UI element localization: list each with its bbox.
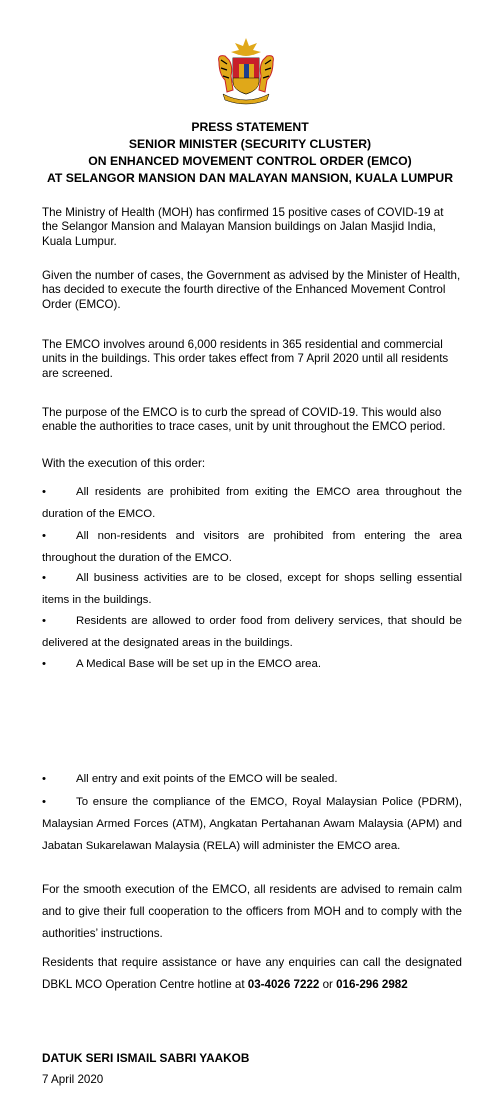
title-line-4: AT SELANGOR MANSION DAN MALAYAN MANSION, KUALA LUMPUR	[46, 171, 454, 185]
hotline-number-1: 03-4026 7222	[247, 978, 320, 991]
paragraph-moh-cases: The Ministry of Health (MOH) has confirmed 15 positive cases of COVID-19 at the Selangor Mansion and Malayan Mansion buildings on Jalan Masjid India, Kuala Lumpur.	[42, 206, 444, 248]
title-line-2: SENIOR MINISTER (SECURITY CLUSTER)	[128, 137, 372, 151]
bullet-item	[42, 610, 462, 654]
signatory-name: DATUK SERI ISMAIL SABRI YAAKOB	[42, 1051, 250, 1065]
bullet-text: To ensure the compliance of the EMCO, Royal Malaysian Police (PDRM), Malaysian Armed Forces (ATM), Angkatan Pertahanan Awam Malaysia (APM) and Jabatan Sukarelawan Malaysia (RELA) will administer the EMCO area.	[42, 796, 462, 852]
paragraph-closing: For the smooth execution of the EMCO, all residents are advised to remain calm and to give their full cooperation to the officers from MOH and to comply with the authorities’ instructions.	[42, 883, 462, 940]
bullet-item	[42, 653, 462, 675]
statement-date: 7 April 2020	[42, 1073, 104, 1086]
bullet-text: All entry and exit points of the EMCO will be sealed.	[76, 773, 338, 785]
bullet-item	[42, 525, 462, 569]
bullet-item	[42, 768, 462, 790]
title-line-1: PRESS STATEMENT	[191, 120, 309, 134]
title-line-3: ON ENHANCED MOVEMENT CONTROL ORDER (EMCO)	[88, 154, 412, 168]
hotline-number-2: 016-296 2982	[336, 978, 408, 991]
paragraph-emco-purpose: The purpose of the EMCO is to curb the spread of COVID-19. This would also enable the authorities to trace cases, unit by unit throughout the EMCO period.	[42, 406, 446, 434]
bullet-text: Residents are allowed to order food from delivery services, that should be delivered at the designated areas in the buildings.	[42, 615, 462, 649]
statement-title	[30, 119, 470, 187]
bullet-text: All business activities are to be closed, except for shops selling essential items in the buildings.	[42, 572, 462, 606]
bullet-icon: •	[42, 615, 46, 627]
bullet-icon: •	[42, 572, 46, 584]
bullet-item	[42, 791, 462, 857]
paragraph-enquiries	[42, 952, 462, 996]
bullet-icon: •	[42, 796, 46, 808]
bullet-icon: •	[42, 658, 46, 670]
bullet-icon: •	[42, 530, 46, 542]
bullet-text: All non-residents and visitors are prohibited from entering the area throughout the duration of the EMCO.	[42, 530, 462, 564]
bullet-item	[42, 567, 462, 611]
bullet-icon: •	[42, 773, 46, 785]
bullet-icon: •	[42, 486, 46, 498]
paragraph-emco-scope: The EMCO involves around 6,000 residents in 365 residential and commercial units in the buildings. This order takes effect from 7 April 2020 until all residents are screened.	[42, 338, 449, 380]
paragraph-government-directive: Given the number of cases, the Government as advised by the Minister of Health, has decided to execute the fourth directive of the Enhanced Movement Control Order (EMCO).	[42, 269, 461, 311]
or-word: or	[319, 978, 337, 991]
bullet-text: All residents are prohibited from exiting the EMCO area throughout the duration of the EMCO.	[42, 486, 462, 520]
bullet-item	[42, 481, 462, 525]
bullet-text: A Medical Base will be set up in the EMCO area.	[76, 658, 322, 670]
enquiry-text: Residents that require assistance or have any enquiries can call the designated DBKL MCO Operation Centre hotline at	[42, 956, 462, 991]
malaysia-coat-of-arms-icon	[213, 36, 279, 106]
bullets-intro: With the execution of this order:	[42, 457, 206, 470]
